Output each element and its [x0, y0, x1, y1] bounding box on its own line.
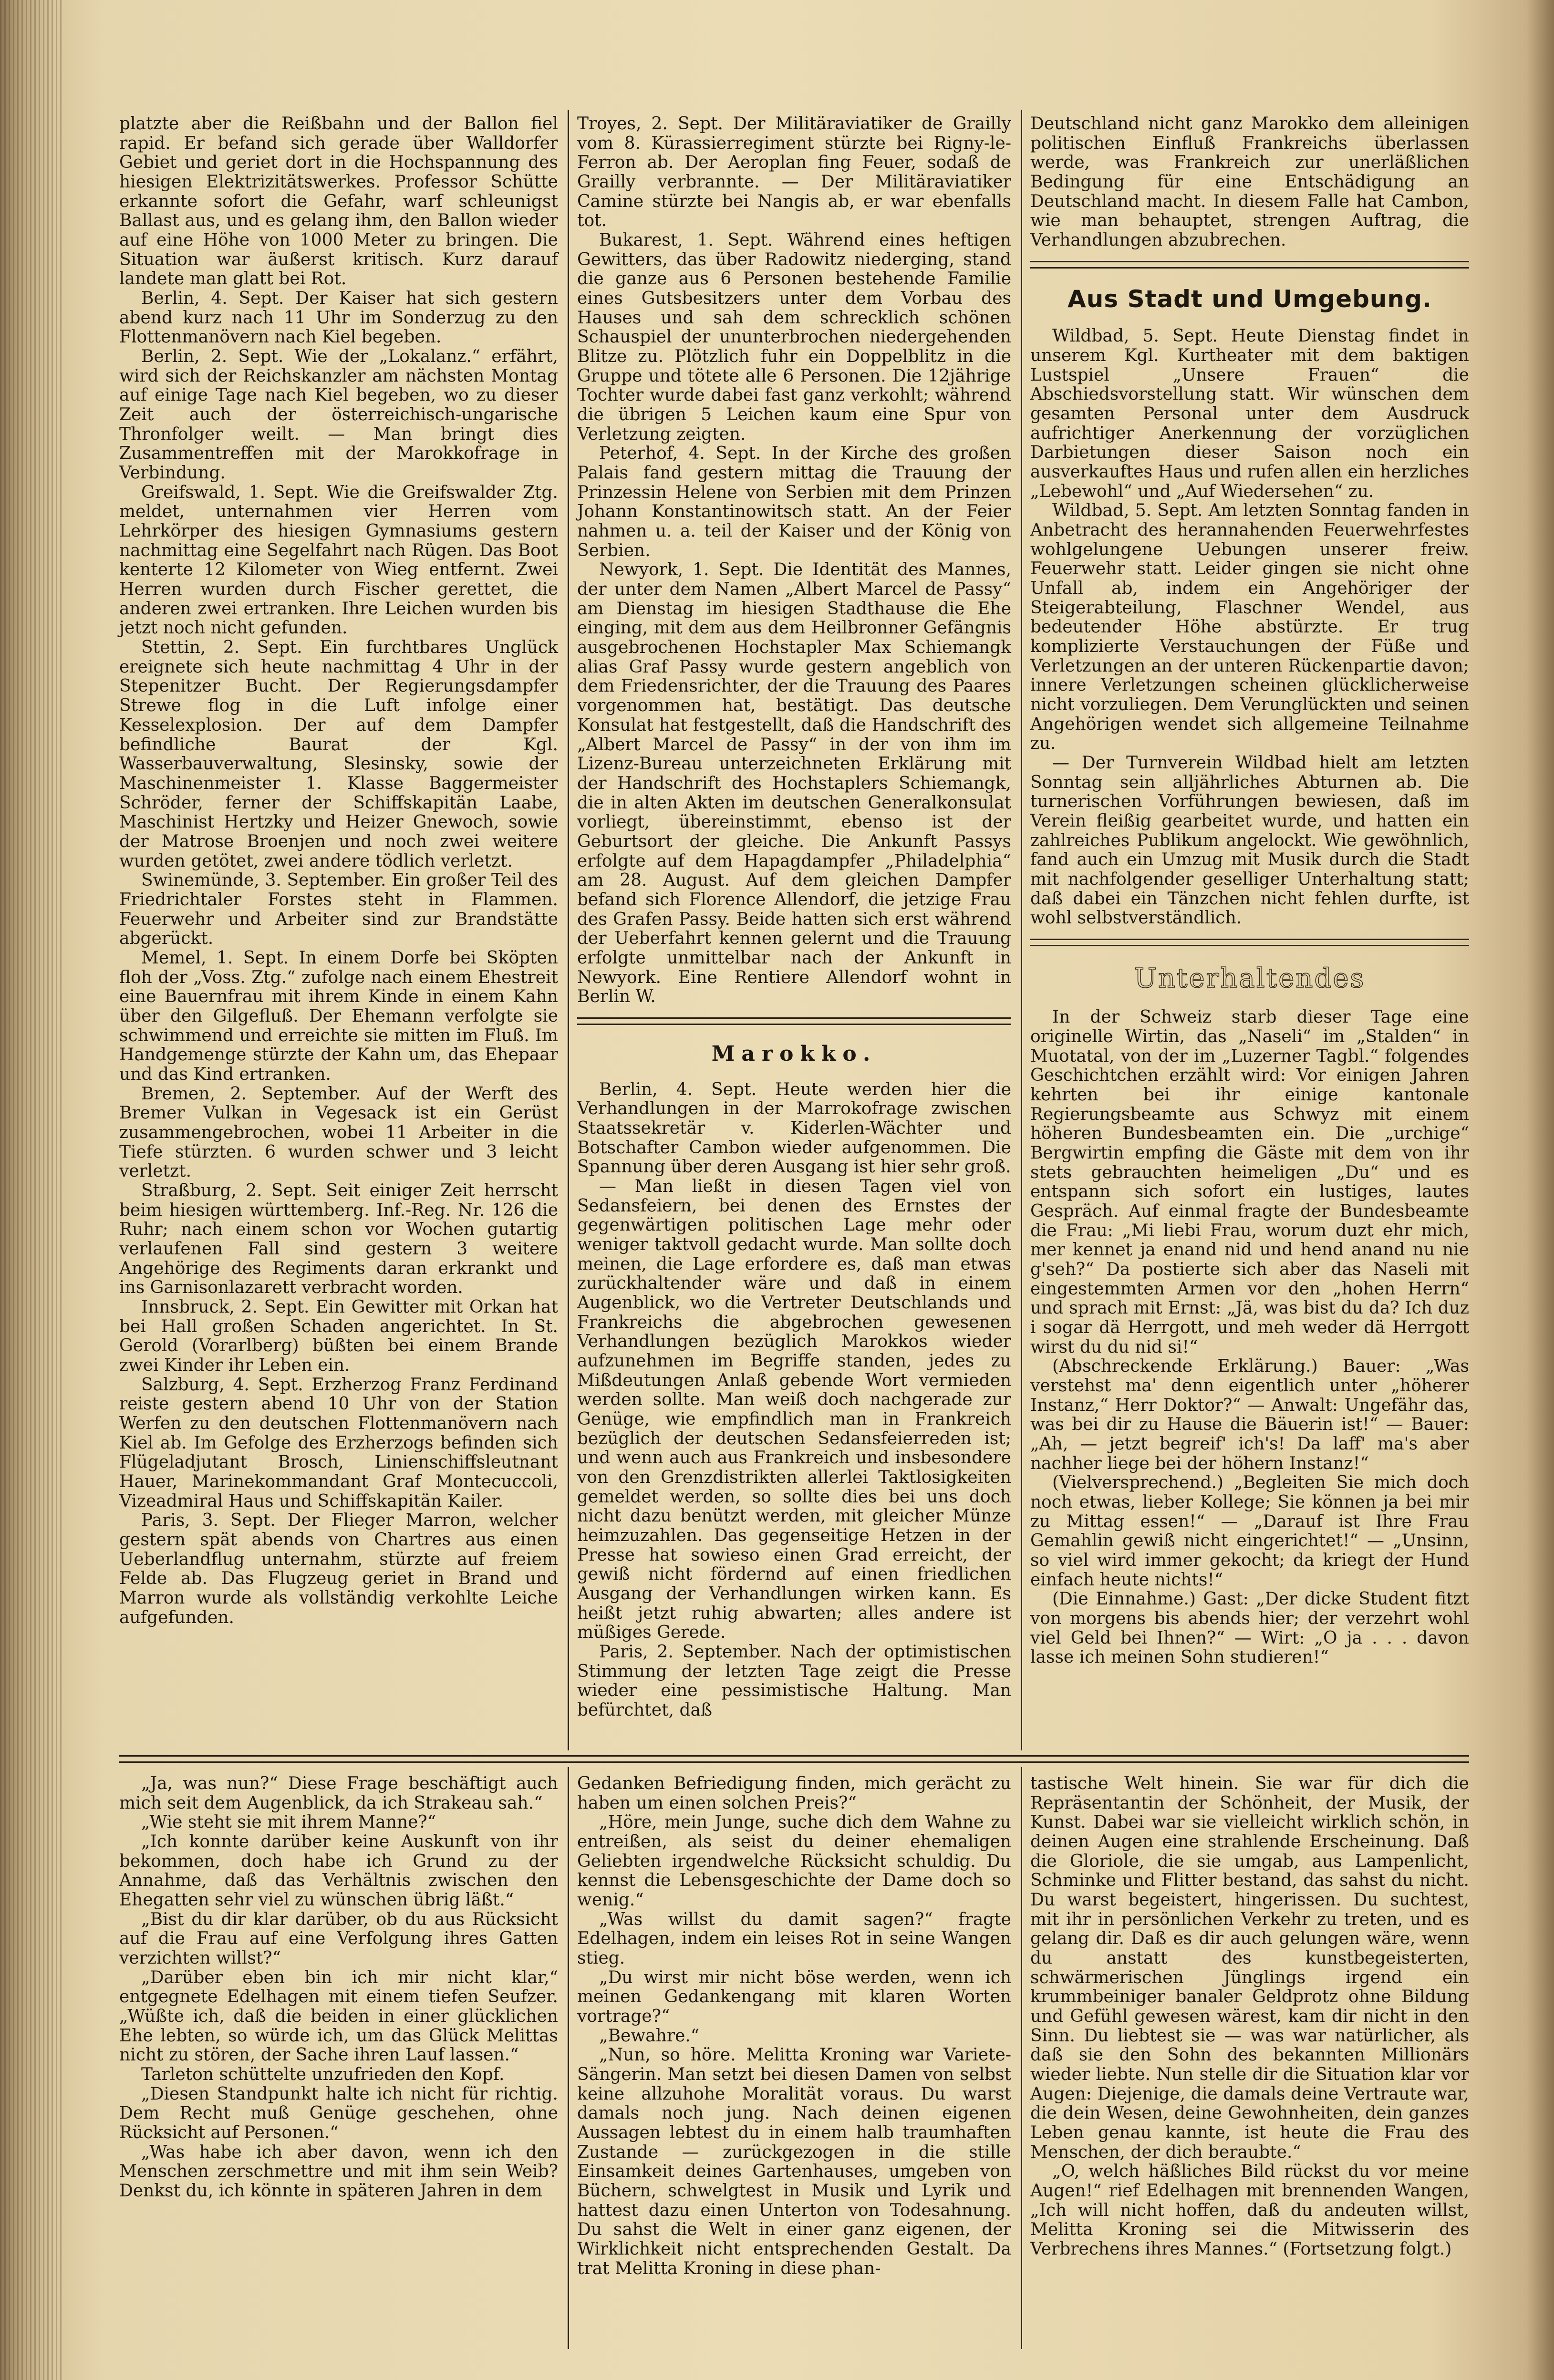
feuilleton-divider — [119, 1755, 1469, 1763]
feuilleton-column-3 — [1030, 1774, 1469, 2259]
f2-p2: „Höre, mein Junge, suche dich dem Wahne zu entreißen, als seist du deiner ehemaligen Geliebten irgendwelche Rücksicht schuldig. Du kennst die Lebensgeschichte der Dame doch so wenig.“ — [577, 1812, 1011, 1910]
c3-p4: — Der Turnverein Wildbad hielt am letzten Sonntag sein alljährliches Abturnen ab. Die turnerischen Vorführungen bewiesen, daß im Verein fleißig gearbeitet wurde, und hatten ein zahlreiches Publikum angelockt. Wie gewöhnlich, fand auch ein Umzug mit Musik durch die Stadt mit nachfolgender geselliger Unterhaltung statt; daß dabei ein Tänzchen nicht fehlen durfte, ist wohl selbstverständlich. — [1030, 753, 1469, 928]
c2-p3: Peterhof, 4. Sept. In der Kirche des großen Palais fand gestern mittag die Trauung der Prinzessin Helene von Serbien mit dem Prinzen Johann Konstantinowitsch statt. An der Feier nahmen u. a. teil der Kaiser und der König von Serbien. — [577, 444, 1011, 560]
c3-p5: In der Schweiz starb dieser Tage eine originelle Wirtin, das „Naseli“ im „Stalden“ in Muotatal, von der im „Luzerner Tagbl.“ folgendes Geschichtchen erzählt wird: Vor einigen Jahren kehrten bei ihr einige kantonale Regierungsbeamte aus Schwyz mit einem höheren Bundesbeamten ein. Die „urchige“ Bergwirtin empfing die Gäste mit dem von ihr stets gebrauchten heimeligen „Du“ und es entspann sich sofort ein lustiges, lautes Gespräch. Auf einmal fragte der Bundesbeamte die Frau: „Mi liebi Frau, worum duzt ehr mich, mer kennet ja enand nid und hend anand nu nie g'seh?“ Da postierte sich aber das Naseli mit eingestemmten Armen vor den „hohen Herrn“ und sprach mit Ernst: „Jä, was bist du da? Ich duz i sogar dä Herrgott, und meh weder dä Herrgott wirst du du nid si!“ — [1030, 1007, 1469, 1357]
feuilleton-column-1 — [119, 1774, 558, 2201]
section-heading-stadt: Aus Stadt und Umgebung. — [1067, 285, 1432, 313]
f2-p3: „Was willst du damit sagen?“ fragte Edelhagen, indem ein leises Rot in seine Wangen stieg. — [577, 1909, 1011, 1968]
section-rule-unterhaltendes — [1030, 939, 1469, 946]
c1-p9: Straßburg, 2. Sept. Seit einiger Zeit herrscht beim hiesigen württemberg. Inf.-Reg. Nr. 126 die Ruhr; nach einem schon vor Wochen gutartig verlaufenen Fall sind gestern 3 weitere Angehörige des Regiments daran erkrankt und ins Garnisonlazarett verbracht worden. — [119, 1180, 558, 1298]
c1-p6: Swinemünde, 3. September. Ein großer Teil des Friedrichtaler Forstes steht in Flammen. Feuerwehr und Arbeiter sind zur Brandstätte abgerückt. — [119, 870, 558, 949]
c1-p8: Bremen, 2. September. Auf der Werft des Bremer Vulkan in Vegesack ist ein Gerüst zusammengebrochen, wobei 11 Arbeiter in die Tiefe stürzten. 6 wurden schwer und 3 leicht verletzt. — [119, 1084, 558, 1181]
c3-p3: Wildbad, 5. Sept. Am letzten Sonntag fanden in Anbetracht des herannahenden Feuerwehrfestes wohlgelungene Uebungen unserer freiw. Feuerwehr statt. Leider gingen sie nicht ohne Unfall ab, indem ein Angehöriger der Steigerabteilung, Flaschner Wendel, aus bedeutender Höhe abstürzte. Er trug komplizierte Verstauchungen der Füße und Verletzungen an der unteren Rückenpartie davon; innere Verletzungen scheinen glücklicherweise nicht vorzuliegen. Dem Verunglückten und seinen Angehörigen wendet sich allgemeine Teilnahme zu. — [1030, 501, 1469, 754]
f1-p5: „Darüber eben bin ich mir nicht klar,“ entgegnete Edelhagen mit einem tiefen Seufzer. „Wüßte ich, daß die beiden in einer glücklichen Ehe lebten, so würde ich, um das Glück Melittas nicht zu stören, der Sache ihren Lauf lassen.“ — [119, 1967, 558, 2065]
c1-p10: Innsbruck, 2. Sept. Ein Gewitter mit Orkan hat bei Hall großen Schaden angerichtet. In St. Gerold (Vorarlberg) büßten bei einem Brande zwei Kinder ihr Leben ein. — [119, 1297, 558, 1375]
news-column-2 — [577, 114, 1011, 1720]
c2-p7: Paris, 2. September. Nach der optimistischen Stimmung der letzten Tage zeigt die Presse wieder eine pessimistische Haltung. Man befürchtet, daß — [577, 1642, 1011, 1720]
f3-p2: „O, welch häßliches Bild rückst du vor meine Augen!“ rief Edelhagen mit brennenden Wangen, „Ich will nicht hoffen, daß du andeuten willst, Melitta Kroning sei die Mitwisserin des Verbrechens ihres Mannes.“ (Fortsetzung folgt.) — [1030, 2162, 1469, 2259]
news-column-1 — [119, 114, 558, 1627]
f1-p2: „Wie steht sie mit ihrem Manne?“ — [141, 1812, 436, 1832]
f2-p4: „Du wirst mir nicht böse werden, wenn ich meinen Gedankengang mit klaren Worten vortrage?“ — [577, 1967, 1011, 2027]
section-rule-stadt — [1030, 261, 1469, 269]
feuilleton-column-2 — [577, 1774, 1011, 2278]
f3-p1: tastische Welt hinein. Sie war für dich die Repräsentantin der Schönheit, der Musik, der Kunst. Dabei war sie vielleicht wirklich schön, in deinen Augen eine strahlende Erscheinung. Daß die Gloriole, die sie umgab, aus Lampenlicht, Schminke und Flitter bestand, das sahst du nicht. Du warst begeistert, hingerissen. Du suchtest, mit ihr in persönlichen Verkehr zu treten, und es gelang dir. Daß es dir auch gelungen wäre, wenn du anstatt des kunstbegeisterten, schwärmerischen Jünglings irgend ein krummbeiniger banaler Geldprotz ohne Bildung und Gefühl gewesen wärest, kam dir nicht in den Sinn. Du liebtest sie — was war natürlicher, als daß sie den Sohn des bekannten Millionärs wieder liebte. Nun stelle dir die Situation klar vor Augen: Diejenige, die damals deine Vertraute war, die dein Wesen, deine Gewohnheiten, dein ganzes Leben genau kannte, ist heute die Frau des Menschen, der dich beraubte.“ — [1030, 1774, 1469, 2162]
f2-p6: „Nun, so höre. Melitta Kroning war Variete-Sängerin. Man setzt bei diesen Damen von selbst keine allzuhohe Moralität voraus. Du warst damals noch jung. Nach deinen eigenen Aussagen lebtest du in einem halb traumhaften Zustande — zurückgezogen in die stille Einsamkeit deines Gartenhauses, umgeben von Büchern, schwelgtest in Musik und Lyrik und hattest dazu einen Unterton von Todesahnung. Du sahst die Welt in einer ganz eigenen, der Wirklichkeit nicht entsprechenden Gestalt. Da trat Melitta Kroning in diese phan- — [577, 2045, 1011, 2278]
f1-p7: „Diesen Standpunkt halte ich nicht für richtig. Dem Recht muß Genüge geschehen, ohne Rücksicht auf Personen.“ — [119, 2084, 558, 2143]
c1-p2: Berlin, 4. Sept. Der Kaiser hat sich gestern abend kurz nach 11 Uhr im Sonderzug zu den Flottenmanövern nach Kiel begeben. — [119, 289, 558, 347]
c3-p8: (Die Einnahme.) Gast: „Der dicke Student fitzt von morgens bis abends hier; der verzehrt wohl viel Geld bei Ihnen?“ — Wirt: „O ja . . . davon lasse ich meinen Sohn studieren!“ — [1030, 1589, 1469, 1667]
f1-p4: „Bist du dir klar darüber, ob du aus Rücksicht auf die Frau auf eine Verfolgung ihres Gatten verzichten willst?“ — [119, 1909, 558, 1968]
f1-p6: Tarleton schüttelte unzufrieden den Kopf. — [141, 2065, 505, 2085]
c3-p6: (Abschreckende Erklärung.) Bauer: „Was verstehst ma' denn eigentlich unter „höherer Instanz,“ Herr Doktor?“ — Anwalt: Ungefähr das, was bei dir zu Hause die Bäuerin ist!“ — Bauer: „Ah, — jetzt begreif' ich's! Da laff' ma's aber nachher liege bei der höhern Instanz!“ — [1030, 1356, 1469, 1473]
f1-p1: „Ja, was nun?“ Diese Frage beschäftigt auch mich seit dem Augenblick, da ich Strakeau sah.“ — [119, 1774, 558, 1813]
page-binding-edge — [0, 0, 62, 2380]
c3-p1: Deutschland nicht ganz Marokko dem alleinigen politischen Einfluß Frankreichs überlassen werde, was Frankreich zur unerläßlichen Bedingung für eine Entschädigung an Deutschland macht. In diesem Falle hat Cambon, wie man behauptet, strengen Auftrag, die Verhandlungen abzubrechen. — [1030, 114, 1469, 250]
c2-p5: Berlin, 4. Sept. Heute werden hier die Verhandlungen in der Marrokofrage zwischen Staatssekretär v. Kiderlen-Wächter und Botschafter Cambon wieder aufgenommen. Die Spannung über deren Ausgang ist hier sehr groß. — [577, 1079, 1011, 1177]
c1-p11: Salzburg, 4. Sept. Erzherzog Franz Ferdinand reiste gestern abend 10 Uhr von der Station Werfen zu den deutschen Flottenmanövern nach Kiel ab. Im Gefolge des Erzherzogs befinden sich Flügeladjutant Brosch, Linienschiffsleutnant Hauer, Marinekommandant Graf Montecuccoli, Vizeadmiral Haus und Schiffskapitän Kailer. — [119, 1375, 558, 1511]
c3-p7: (Vielversprechend.) „Begleiten Sie mich doch noch etwas, lieber Kollege; Sie können ja bei mir zu Mittag essen!“ — „Darauf ist Ihre Frau Gemahlin gewiß nicht eingerichtet!“ — „Unsinn, so viel wird immer gekocht; da kriegt der Hund einfach heute nichts!“ — [1030, 1473, 1469, 1590]
c1-p3: Berlin, 2. Sept. Wie der „Lokalanz.“ erfährt, wird sich der Reichskanzler am nächsten Montag auf einige Tage nach Kiel begeben, wo zu dieser Zeit auch der österreichisch-ungarische Thronfolger weilt. — Man bringt dies Zusammentreffen mit der Marokkofrage in Verbindung. — [119, 347, 558, 483]
c1-p12: Paris, 3. Sept. Der Flieger Marron, welcher gestern spät abends von Chartres aus einen Ueberlandflug unternahm, stürzte auf freiem Felde ab. Das Flugzeug geriet in Brand und Marron wurde als vollständig verkohlte Leiche aufgefunden. — [119, 1511, 558, 1627]
c3-p2: Wildbad, 5. Sept. Heute Dienstag findet in unserem Kgl. Kurtheater mit dem baktigen Lustspiel „Unsere Frauen“ die Abschiedsvorstellung statt. Wir wünschen dem gesamten Personal unter dem Ausdruck aufrichtiger Anerkennung der vorzüglichen Darbietungen dieser Saison noch ein ausverkauftes Haus und rufen allen ein herzliches „Lebewohl“ und „Auf Wiedersehen“ zu. — [1030, 326, 1469, 501]
column-rule-2 — [1021, 110, 1022, 1750]
c1-p5: Stettin, 2. Sept. Ein furchtbares Unglück ereignete sich heute nachmittag 4 Uhr in der Stepenitzer Bucht. Der Regierungsdampfer Strewe flog in die Luft infolge einer Kesselexplosion. Der auf dem Dampfer befindliche Baurat der Kgl. Wasserbauverwaltung, Slesinsky, sowie der Maschinenmeister 1. Klasse Baggermeister Schröder, ferner der Schiffskapitän Laabe, Maschinist Hertzky und Heizer Gnewoch, sowie der Matrose Broenjen und noch zwei weitere wurden getötet, zwei andere tödlich verletzt. — [119, 638, 558, 871]
f1-p8: „Was habe ich aber davon, wenn ich den Menschen zerschmettre und mit ihm sein Weib? Denkst du, ich könnte in späteren Jahren in dem — [119, 2142, 558, 2201]
section-rule-marokko — [577, 1017, 1011, 1025]
feuilleton-rule-1 — [568, 1767, 569, 2349]
c1-p4: Greifswald, 1. Sept. Wie die Greifswalder Ztg. meldet, unternahmen vier Herren vom Lehrkörper des hiesigen Gymnasiums gestern nachmittag eine Segelfahrt nach Rügen. Das Boot kenterte 12 Kilometer von Wieg entfernt. Zwei Herren wurden durch Fischer gerettet, die anderen zwei ertranken. Ihre Leichen wurden bis jetzt noch nicht gefunden. — [119, 482, 558, 638]
section-heading-marokko: Marokko. — [711, 1041, 877, 1066]
f2-p5: „Bewahre.“ — [599, 2026, 700, 2046]
column-rule-1 — [568, 110, 569, 1750]
section-heading-unterhaltendes: Unterhaltendes — [1134, 963, 1366, 994]
feuilleton-rule-2 — [1021, 1767, 1022, 2349]
c2-p6: — Man ließt in diesen Tagen viel von Sedansfeiern, bei denen des Ernstes der gegenwärtigen politischen Lage mehr oder weniger taktvoll gedacht wurde. Man sollte doch meinen, die Lage erfordere es, daß man etwas zurückhaltender wäre und daß in einem Augenblick, wo die Vertreter Deutschlands und Frankreichs die abgebrochen gewesenen Verhandlungen bezüglich Marokkos wieder aufzunehmen im Begriffe standen, jedes zu Mißdeutungen Anlaß gebende Wort vermieden werden sollte. Man weiß doch nachgerade zur Genüge, wie empfindlich man in Frankreich bezüglich der deutschen Sedansfeierreden ist; und wenn auch aus Frankreich und insbesondere von den Grenzdistrikten allerlei Taktlosigkeiten gemeldet werden, so sollte dies bei uns doch nicht dazu benützt werden, mit gleicher Münze heimzuzahlen. Das gegenseitige Hetzen in der Presse hat sowieso einen Grad erreicht, der gewiß nicht fördernd auf einen friedlichen Ausgang der Verhandlungen wirken kann. Es heißt jetzt ruhig abwarten; alles andere ist müßiges Gerede. — [577, 1176, 1011, 1643]
c2-p1: Troyes, 2. Sept. Der Militäraviatiker de Grailly vom 8. Kürassierregiment stürzte bei Rigny-le-Ferron ab. Der Aeroplan fing Feuer, sodaß de Grailly verbrannte. — Der Militäraviatiker Camine stürzte bei Nangis ab, er war ebenfalls tot. — [577, 114, 1011, 231]
f2-p1: Gedanken Befriedigung finden, mich gerächt zu haben um einen solchen Preis?“ — [577, 1774, 1011, 1813]
news-column-3 — [1030, 114, 1469, 1667]
f1-p3: „Ich konnte darüber keine Auskunft von ihr bekommen, doch habe ich Grund zu der Annahme, daß das Verhältnis zwischen den Ehegatten sehr viel zu wünschen übrig läßt.“ — [119, 1832, 558, 1910]
c1-p7: Memel, 1. Sept. In einem Dorfe bei Sköpten floh der „Voss. Ztg.“ zufolge nach einem Ehestreit eine Bauernfrau mit ihrem Kinde in einem Kahn über den Gilgefluß. Der Ehemann verfolgte sie schwimmend und erreichte sie mitten im Fluß. Im Handgemenge stürzte der Kahn um, das Ehepaar und das Kind ertranken. — [119, 948, 558, 1084]
c1-p1: platzte aber die Reißbahn und der Ballon fiel rapid. Er befand sich gerade über Walldorfer Gebiet und geriet dort in die Hochspannung des hiesigen Elektrizitätswerkes. Professor Schütte erkannte sofort die Gefahr, warf schleunigst Ballast aus, und es gelang ihm, den Ballon wieder auf eine Höhe von 1000 Meter zu bringen. Die Situation war äußerst kritisch. Kurz darauf landete man glatt bei Rot. — [119, 114, 558, 289]
c2-p2: Bukarest, 1. Sept. Während eines heftigen Gewitters, das über Radowitz niederging, stand die ganze aus 6 Personen bestehende Familie eines Gutsbesitzers unter dem Vorbau des Hauses und sah dem schrecklich schönen Schauspiel der ununterbrochen niedergehenden Blitze zu. Plötzlich fuhr ein Doppelblitz in die Gruppe und tötete alle 6 Personen. Die 12jährige Tochter wurde dabei fast ganz verkohlt; während die übrigen 5 Leichen kaum eine Spur von Verletzung zeigten. — [577, 230, 1011, 444]
c2-p4: Newyork, 1. Sept. Die Identität des Mannes, der unter dem Namen „Albert Marcel de Passy“ am Dienstag im hiesigen Stadthause die Ehe einging, mit dem aus dem Heilbronner Gefängnis ausgebrochenen Hochstapler Max Schiemangk alias Graf Passy wurde gestern angeblich von dem Friedensrichter, der die Trauung des Paares vorgenommen hat, bestätigt. Das deutsche Konsulat hat festgestellt, daß die Handschrift des „Albert Marcel de Passy“ in der von ihm im Lizenz-Bureau unterzeichneten Erklärung mit der Handschrift des Hochstaplers Schiemangk, die in alten Akten im deutschen Generalkonsulat vorliegt, übereinstimmt, ebenso ist der Geburtsort der gleiche. Die Ankunft Passys erfolgte auf dem Hapagdampfer „Philadelphia“ am 28. August. Auf dem gleichen Dampfer befand sich Florence Allendorf, die jetzige Frau des Grafen Passy. Beide hatten sich erst während der Ueberfahrt kennen gelernt und die Trauung erfolgte unmittelbar nach der Ankunft in Newyork. Eine Rentiere Allendorf wohnt in Berlin W. — [577, 560, 1011, 1007]
